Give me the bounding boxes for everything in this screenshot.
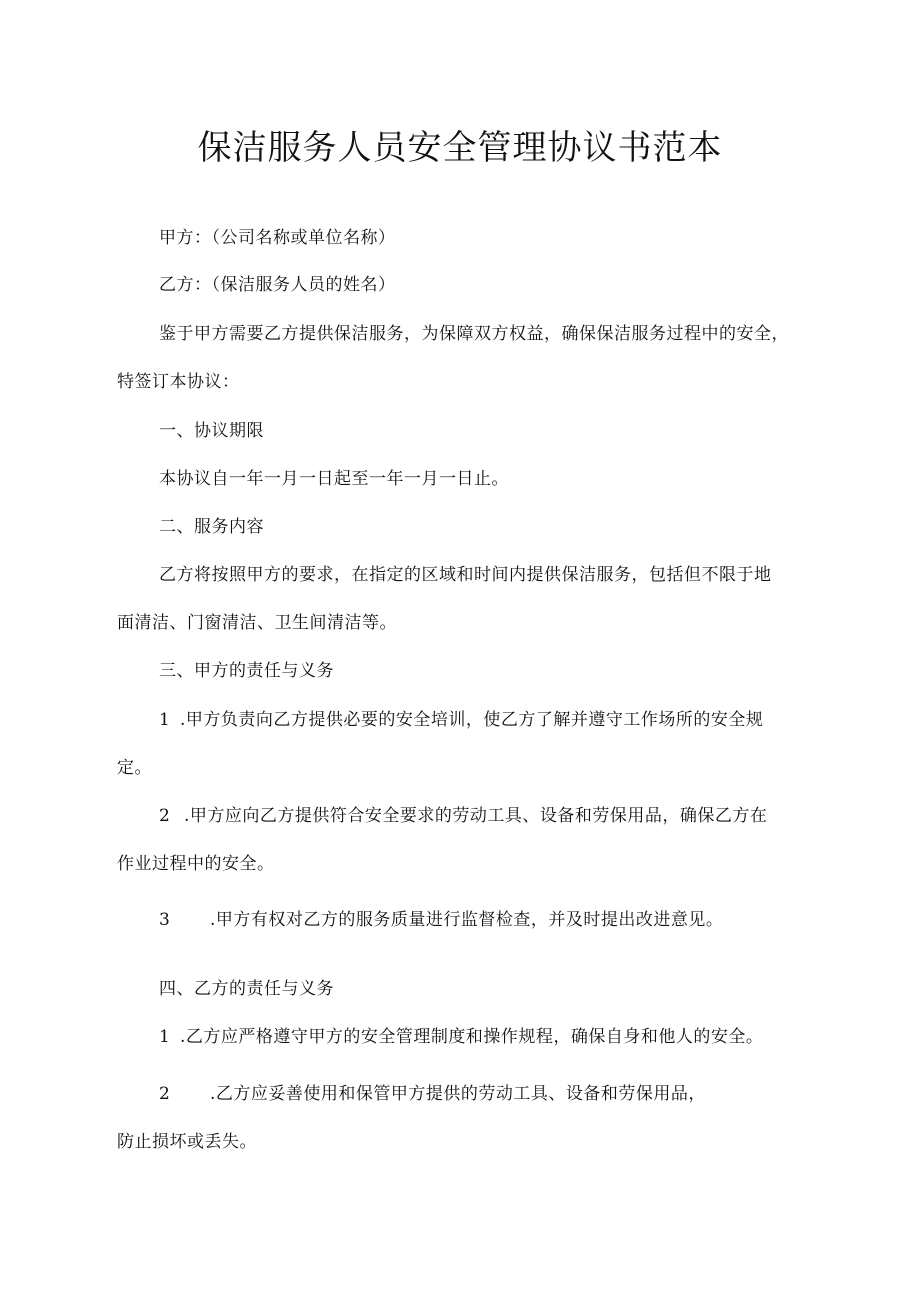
preamble-line-2: 特签订本协议： <box>117 372 240 392</box>
section3-item-2-line-2: 作业过程中的安全。 <box>117 854 275 874</box>
section2-heading: 二、服务内容 <box>159 517 264 537</box>
section3-item-3-line-1: .甲方有权对乙方的服务质量进行监督检查，并及时提出改进意见。 <box>210 910 724 930</box>
section4-heading: 四、乙方的责任与义务 <box>159 979 334 999</box>
section1-text: 本协议自一年一月一日起至一年一月一日止。 <box>159 469 509 489</box>
section1-heading: 一、协议期限 <box>159 421 264 441</box>
preamble-line-1: 鉴于甲方需要乙方提供保洁服务，为保障双方权益，确保保洁服务过程中的安全， <box>159 324 789 344</box>
section3-item-2-line-1: .甲方应向乙方提供符合安全要求的劳动工具、设备和劳保用品，确保乙方在 <box>184 806 768 826</box>
document-title: 保洁服务人员安全管理协议书范本 <box>197 128 723 168</box>
section4-item-1-line-1: .乙方应严格遵守甲方的安全管理制度和操作规程，确保自身和他人的安全。 <box>180 1027 764 1047</box>
section3-item-3-number: 3 <box>159 910 170 930</box>
section2-line-1: 乙方将按照甲方的要求，在指定的区域和时间内提供保洁服务，包括但不限于地 <box>159 565 772 585</box>
section3-heading: 三、甲方的责任与义务 <box>159 661 334 681</box>
section3-item-2-number: 2 <box>159 806 170 826</box>
section4-item-2-line-1: .乙方应妥善使用和保管甲方提供的劳动工具、设备和劳保用品， <box>210 1084 706 1104</box>
section4-item-2-line-2: 防止损坏或丢失。 <box>117 1132 257 1152</box>
party-a-line: 甲方：（公司名称或单位名称） <box>159 228 396 248</box>
section3-item-1-line-2: 定。 <box>117 758 152 778</box>
section4-item-2-number: 2 <box>159 1084 170 1104</box>
party-b-line: 乙方：（保洁服务人员的姓名） <box>159 275 396 295</box>
section4-item-1-number: 1 <box>159 1027 170 1047</box>
section3-item-1-number: 1 <box>159 710 170 730</box>
section3-item-1-line-1: .甲方负责向乙方提供必要的安全培训，使乙方了解并遵守工作场所的安全规 <box>180 710 764 730</box>
section2-line-2: 面清洁、门窗清洁、卫生间清洁等。 <box>117 613 397 633</box>
